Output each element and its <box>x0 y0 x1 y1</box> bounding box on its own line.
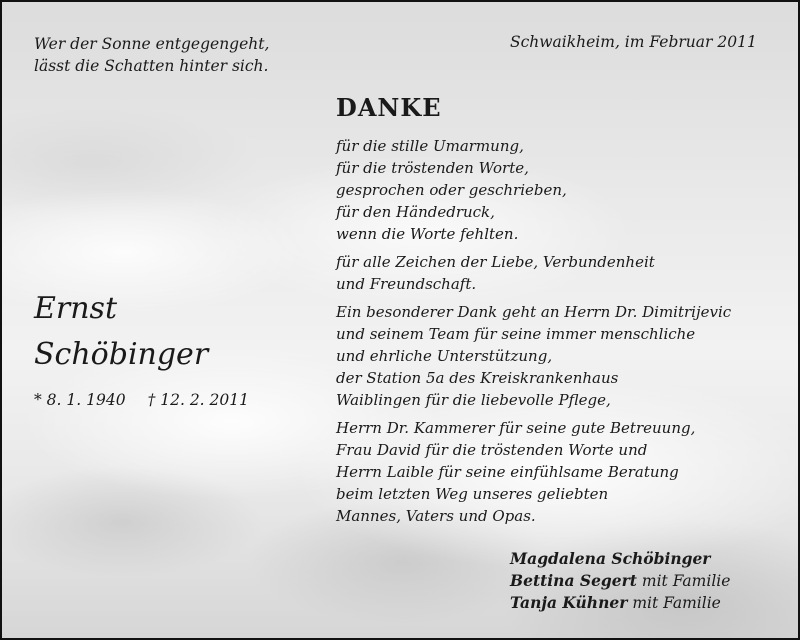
signatures <box>510 548 730 614</box>
text-line: Herrn Dr. Kammerer für seine gute Betreuung, <box>336 419 696 437</box>
life-dates <box>34 391 249 409</box>
motto-line: lässt die Schatten hinter sich. <box>34 57 269 75</box>
text-line: Mannes, Vaters und Opas. <box>336 507 536 525</box>
signature-line <box>510 592 730 614</box>
text-line: und ehrliche Unterstützung, <box>336 347 553 365</box>
text-line: Ein besonderer Dank geht an Herrn Dr. Dimitrijevic <box>336 303 732 321</box>
text-line: und Freundschaft. <box>336 275 477 293</box>
signature-line <box>510 548 730 570</box>
heading-danke: DANKE <box>336 93 442 122</box>
signatory-suffix: mit Familie <box>641 572 731 590</box>
motto <box>34 33 269 77</box>
text-group <box>336 301 782 411</box>
text-group <box>336 135 782 245</box>
text-group <box>336 251 782 295</box>
deceased-name <box>34 286 208 378</box>
text-line: wenn die Worte fehlten. <box>336 225 519 243</box>
text-line: Frau David für die tröstenden Worte und <box>336 441 648 459</box>
text-line: Herrn Laible für seine einfühlsame Beratung <box>336 463 679 481</box>
signatory-suffix: mit Familie <box>632 594 721 612</box>
text-line: für die tröstenden Worte, <box>336 159 529 177</box>
motto-line: Wer der Sonne entgegengeht, <box>34 35 270 53</box>
text-line: für alle Zeichen der Liebe, Verbundenheit <box>336 253 655 271</box>
text-group <box>336 417 782 527</box>
last-name: Schöbinger <box>34 337 209 372</box>
signatory-name: Bettina Segert <box>510 571 637 590</box>
signatory-name: Tanja Kühner <box>510 593 628 612</box>
text-line: der Station 5a des Kreiskrankenhaus <box>336 369 619 387</box>
text-line: gesprochen oder geschrieben, <box>336 181 567 199</box>
text-line: und seinem Team für seine immer menschliche <box>336 325 696 343</box>
signature-line <box>510 570 730 592</box>
text-line: Waiblingen für die liebevolle Pflege, <box>336 391 611 409</box>
place-date: Schwaikheim, im Februar 2011 <box>510 33 757 51</box>
text-line: für den Händedruck, <box>336 203 495 221</box>
first-name: Ernst <box>34 291 118 326</box>
thanks-text <box>336 135 782 533</box>
text-line: beim letzten Weg unseres geliebten <box>336 485 609 503</box>
death-date: † 12. 2. 2011 <box>147 391 249 409</box>
text-line: für die stille Umarmung, <box>336 137 524 155</box>
signatory-name: Magdalena Schöbinger <box>510 549 711 568</box>
birth-date: * 8. 1. 1940 <box>34 391 126 409</box>
